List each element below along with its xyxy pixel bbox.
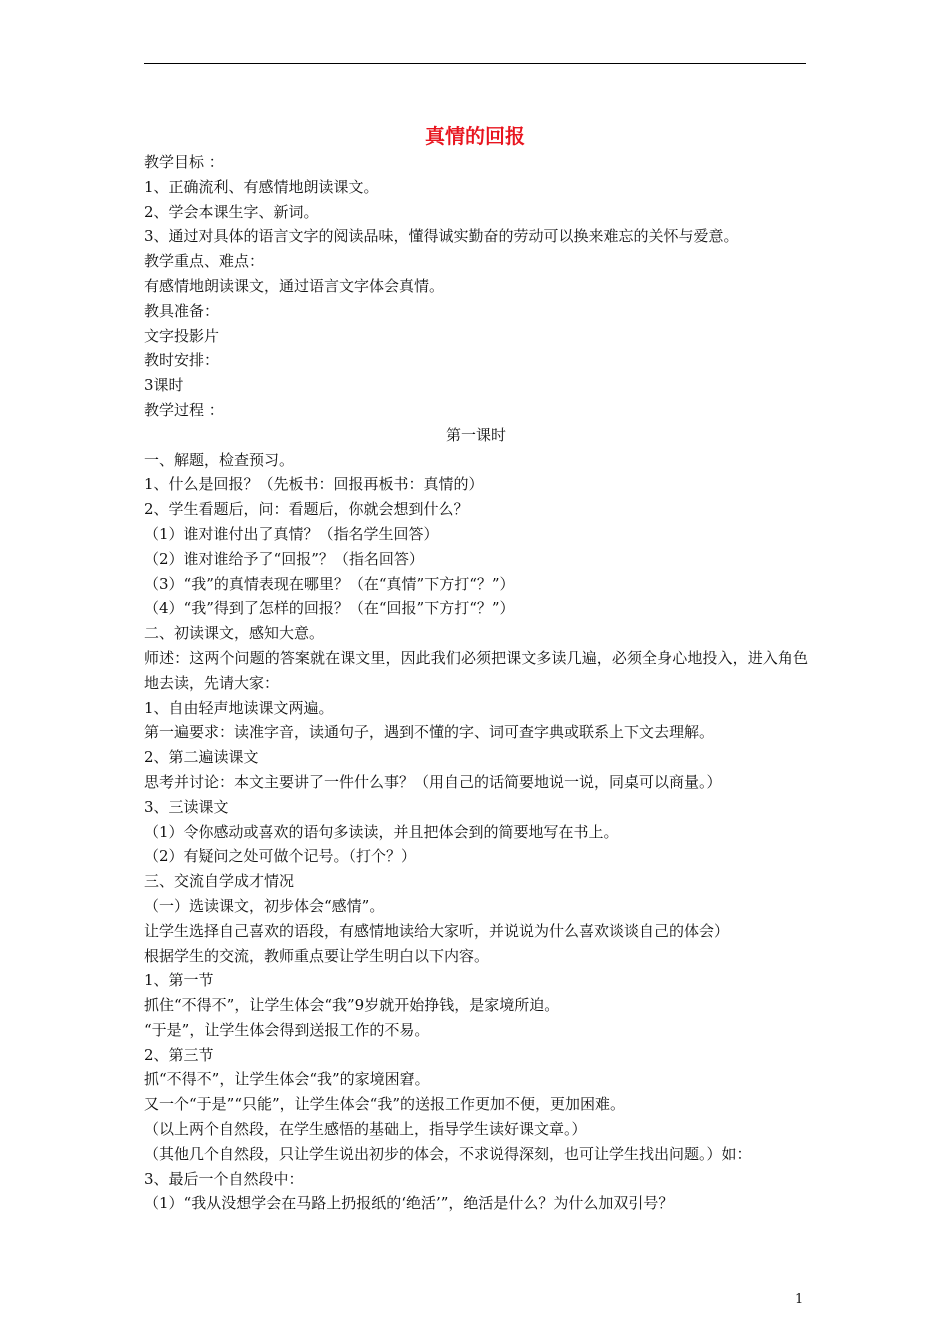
text-line: 教学过程 ：	[144, 400, 224, 419]
document-body	[144, 150, 808, 1216]
text-line: 教学目标 ：	[144, 153, 224, 171]
text-line: （1）“我从没想学会在马路上扔报纸的‘绝活’”，绝活是什么？为什么加双引号？	[144, 1194, 674, 1213]
text-line: 3课时	[144, 376, 184, 395]
page-number: 1	[795, 1292, 804, 1307]
text-line: 2、学生看题后，问：看题后，你就会想到什么？	[144, 500, 469, 519]
text-line: （以上两个自然段，在学生感悟的基础上，指导学生读好课文章。）	[144, 1120, 587, 1139]
text-line: 2、学会本课生字、新词。	[144, 202, 319, 221]
text-line: 教具准备：	[144, 301, 220, 320]
text-line: 抓住“不得不”，让学生体会“我”9岁就开始挣钱，是家境所迫。	[144, 996, 560, 1015]
text-paragraph: 师述：这两个问题的答案就在课文里，因此我们必须把课文多读几遍，必须全身心地投入，进入角色地去读，先请大家：	[144, 648, 808, 692]
text-line: （其他几个自然段，只让学生说出初步的体会，不求说得深刻，也可让学生找出问题。）如：	[144, 1144, 752, 1163]
text-line: 3、三读课文	[144, 797, 229, 816]
text-line: （4）“我”得到了怎样的回报？（在“回报”下方打“？”）	[144, 599, 515, 618]
text-line: 文字投影片	[144, 326, 220, 345]
text-line: 又一个“于是”“只能”，让学生体会“我”的送报工作更加不便，更加困难。	[144, 1095, 626, 1114]
text-line: （1）谁对谁付出了真情？（指名学生回答）	[144, 524, 439, 543]
text-line: 1、自由轻声地读课文两遍。	[144, 698, 334, 717]
text-line: （一）选读课文，初步体会“感情”。	[144, 896, 385, 915]
text-line: 1、正确流利、有感情地朗读课文。	[144, 177, 379, 196]
text-line: 抓“不得不”，让学生体会“我”的家境困窘。	[144, 1070, 430, 1089]
text-line: 二、初读课文，感知大意。	[144, 624, 325, 643]
text-line: “于是”，让学生体会得到送报工作的不易。	[144, 1020, 430, 1039]
section-heading: 第一课时	[445, 425, 506, 444]
text-line: 2、第二遍读课文	[144, 748, 259, 767]
text-line: 三、交流自学成才情况	[144, 872, 295, 891]
text-line: 一、解题，检查预习。	[144, 450, 295, 469]
text-line: 1、第一节	[144, 971, 214, 990]
document-title: 真情的回报	[425, 124, 525, 148]
text-line: （2）有疑问之处可做个记号。（打个？）	[144, 847, 417, 866]
text-line: （2）谁对谁给予了“回报”？（指名回答）	[144, 549, 424, 568]
text-line: 第一遍要求：读准字音，读通句子，遇到不懂的字、词可查字典或联系上下文去理解。	[144, 723, 715, 742]
text-line: 有感情地朗读课文，通过语言文字体会真情。	[144, 276, 445, 295]
text-line: 3、最后一个自然段中：	[144, 1169, 304, 1188]
text-line: 教学重点、难点：	[144, 252, 265, 271]
text-line: （3）“我”的真情表现在哪里？（在“真情”下方打“？”）	[144, 574, 515, 593]
text-line: （1）令你感动或喜欢的语句多读读，并且把体会到的简要地写在书上。	[144, 822, 619, 841]
text-line: 让学生选择自己喜欢的语段，有感情地读给大家听，并说说为什么喜欢谈谈自己的体会）	[144, 921, 730, 940]
text-line: 根据学生的交流，教师重点要让学生明白以下内容。	[144, 946, 490, 965]
text-line: 2、第三节	[144, 1045, 214, 1064]
text-line: 教时安排：	[144, 351, 220, 370]
text-line: 思考并讨论：本文主要讲了一件什么事？（用自己的话简要地说一说，同桌可以商量。）	[144, 772, 722, 791]
text-line: 1、什么是回报？（先板书：回报再板书：真情的）	[144, 475, 484, 494]
header-rule	[144, 63, 806, 64]
text-line: 3、通过对具体的语言文字的阅读品味，懂得诚实勤奋的劳动可以换来难忘的关怀与爱意。	[144, 227, 739, 246]
